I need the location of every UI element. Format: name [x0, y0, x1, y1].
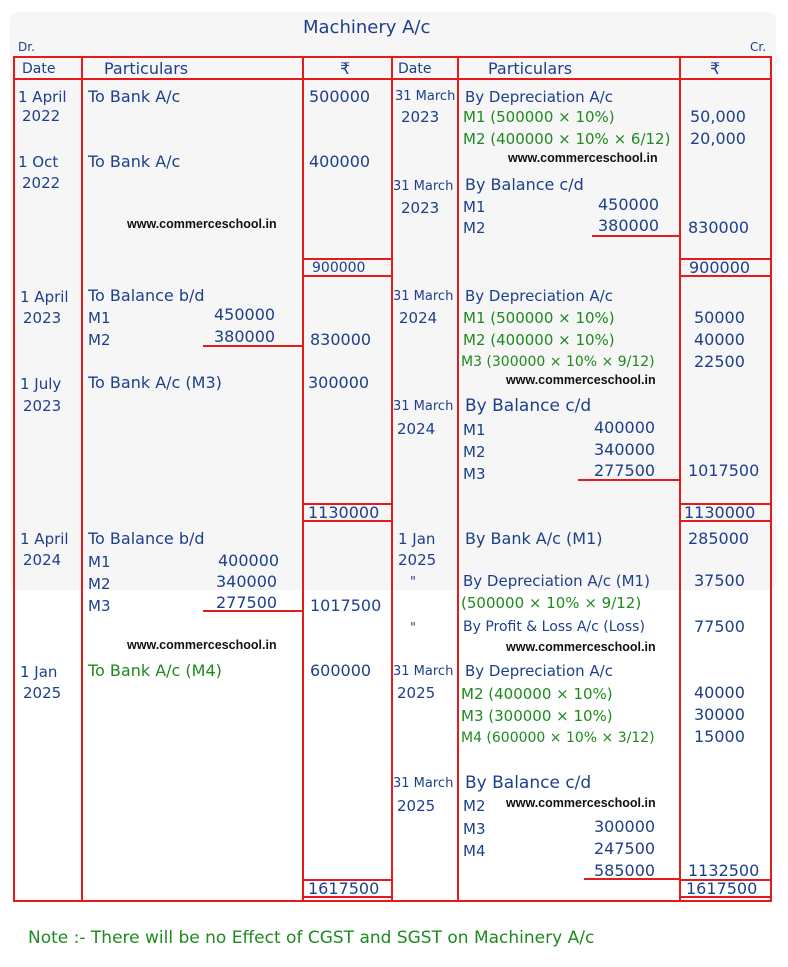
machine-value: 380000 — [214, 327, 276, 346]
machine-value: 380000 — [598, 216, 660, 235]
amount: 37500 — [694, 571, 745, 590]
date: 1 Oct — [18, 153, 59, 171]
date: 2024 — [23, 551, 62, 569]
header-amount-right: ₹ — [710, 59, 721, 78]
amount: 500000 — [309, 87, 371, 106]
machine-value: 400000 — [594, 418, 656, 437]
date: 2023 — [23, 397, 62, 415]
watermark: www.commerceschool.in — [508, 151, 658, 165]
gst-note: Note :- There will be no Effect of CGST and SGST on Machinery A/c — [28, 928, 595, 948]
date: 1 Jan — [398, 530, 436, 548]
machine-value: 340000 — [216, 572, 278, 591]
ditto-mark: " — [410, 575, 416, 590]
amount: 830000 — [310, 330, 372, 349]
machine-label: M3 — [463, 820, 486, 838]
working: M2 (400000 × 10%) — [461, 685, 613, 703]
date: 31 March — [395, 89, 456, 104]
particular: By Balance c/d — [465, 396, 592, 416]
date: 31 March — [393, 399, 454, 414]
particular: By Balance c/d — [465, 175, 584, 194]
machine-value: 277500 — [216, 593, 278, 612]
date: 2023 — [401, 199, 440, 217]
total-amount: 1130000 — [308, 503, 380, 522]
watermark: www.commerceschool.in — [506, 640, 656, 654]
date: 31 March — [393, 776, 454, 791]
amount: 285000 — [688, 529, 750, 548]
watermark: www.commerceschool.in — [127, 217, 277, 231]
header-date-right: Date — [398, 61, 432, 77]
total-amount: 900000 — [312, 260, 366, 276]
date: 31 March — [393, 664, 454, 679]
machine-value: 400000 — [218, 551, 280, 570]
amount: 77500 — [694, 617, 745, 636]
header-amount-left: ₹ — [340, 59, 351, 78]
amount: 15000 — [694, 727, 745, 746]
date: 2022 — [22, 174, 61, 192]
date: 1 Jan — [20, 663, 58, 681]
particular: To Balance b/d — [88, 286, 205, 305]
amount: 1132500 — [688, 861, 760, 880]
column-divider — [81, 56, 83, 902]
particular: By Balance c/d — [465, 773, 592, 793]
date: 1 April — [20, 530, 69, 548]
working: M3 (300000 × 10% × 9/12) — [461, 354, 655, 370]
date: 1 April — [18, 88, 67, 106]
date: 2023 — [401, 108, 440, 126]
credit-side-label: Cr. — [750, 40, 767, 54]
watermark: www.commerceschool.in — [506, 796, 656, 810]
amount: 20,000 — [690, 129, 746, 148]
ledger-title: Machinery A/c — [303, 17, 431, 38]
total-amount: 1617500 — [308, 879, 380, 898]
column-divider — [679, 56, 681, 902]
particular: By Profit & Loss A/c (Loss) — [463, 619, 645, 635]
machine-label: M2 — [463, 797, 486, 815]
date: 1 July — [20, 375, 62, 393]
machine-value: 450000 — [214, 305, 276, 324]
working: M2 (400000 × 10% × 6/12) — [463, 130, 671, 148]
machine-label: M3 — [463, 465, 486, 483]
amount: 400000 — [309, 152, 371, 171]
machine-label: M3 — [88, 597, 111, 615]
machine-label: M2 — [463, 219, 486, 237]
particular: To Bank A/c (M4) — [88, 661, 222, 680]
header-date-left: Date — [22, 61, 56, 77]
particular: To Bank A/c — [88, 87, 181, 106]
debit-side-label: Dr. — [18, 40, 35, 54]
date: 1 April — [20, 288, 69, 306]
working: M4 (600000 × 10% × 3/12) — [461, 730, 655, 746]
date: 2022 — [22, 107, 61, 125]
header-particulars-right: Particulars — [488, 59, 573, 78]
amount: 1017500 — [310, 596, 382, 615]
amount: 50,000 — [690, 107, 746, 126]
date: 2025 — [397, 684, 436, 702]
watermark: www.commerceschool.in — [127, 638, 277, 652]
header-rule — [13, 78, 772, 80]
total-amount: 1130000 — [684, 503, 756, 522]
amount: 40000 — [694, 683, 745, 702]
amount: 600000 — [310, 661, 372, 680]
amount: 22500 — [694, 352, 745, 371]
total-amount: 1617500 — [686, 879, 758, 898]
machine-value: 247500 — [594, 839, 656, 858]
column-divider — [457, 56, 459, 902]
header-particulars-left: Particulars — [104, 59, 189, 78]
particular: By Depreciation A/c (M1) — [463, 572, 650, 590]
amount: 830000 — [688, 218, 750, 237]
particular: To Bank A/c (M3) — [88, 373, 222, 392]
working: M2 (400000 × 10%) — [463, 331, 615, 349]
amount: 300000 — [308, 373, 370, 392]
amount: 50000 — [694, 308, 745, 327]
particular: By Depreciation A/c — [465, 287, 613, 305]
machine-label: M1 — [88, 309, 111, 327]
amount: 40000 — [694, 330, 745, 349]
particular: To Bank A/c — [88, 152, 181, 171]
machine-label: M2 — [88, 575, 111, 593]
machine-label: M1 — [463, 198, 486, 216]
date: 2025 — [397, 797, 436, 815]
date: 2025 — [23, 684, 62, 702]
particular: By Depreciation A/c — [465, 88, 613, 106]
amount: 30000 — [694, 705, 745, 724]
date: 2023 — [23, 309, 62, 327]
particular: By Bank A/c (M1) — [465, 529, 603, 548]
machine-value: 300000 — [594, 817, 656, 836]
machine-label: M1 — [463, 421, 486, 439]
date: 2024 — [399, 309, 438, 327]
amount: 1017500 — [688, 461, 760, 480]
working: M3 (300000 × 10%) — [461, 707, 613, 725]
machine-label: M4 — [463, 842, 486, 860]
working: M1 (500000 × 10%) — [463, 309, 615, 327]
machine-value: 450000 — [598, 195, 660, 214]
machine-value: 340000 — [594, 440, 656, 459]
machine-label: M2 — [463, 443, 486, 461]
sum-underline — [592, 235, 679, 237]
machine-label: M2 — [88, 331, 111, 349]
machine-label: M1 — [88, 553, 111, 571]
machine-value: 585000 — [594, 861, 656, 880]
watermark: www.commerceschool.in — [506, 373, 656, 387]
date: 31 March — [393, 289, 454, 304]
machine-value: 277500 — [594, 461, 656, 480]
working: M1 (500000 × 10%) — [463, 108, 615, 126]
date: 2024 — [397, 420, 436, 438]
ditto-mark: " — [410, 621, 416, 636]
particular: To Balance b/d — [88, 529, 205, 548]
column-divider — [302, 56, 304, 902]
date: 31 March — [393, 179, 454, 194]
working: (500000 × 10% × 9/12) — [461, 594, 642, 612]
total-amount: 900000 — [689, 258, 751, 277]
particular: By Depreciation A/c — [465, 662, 613, 680]
date: 2025 — [398, 551, 437, 569]
